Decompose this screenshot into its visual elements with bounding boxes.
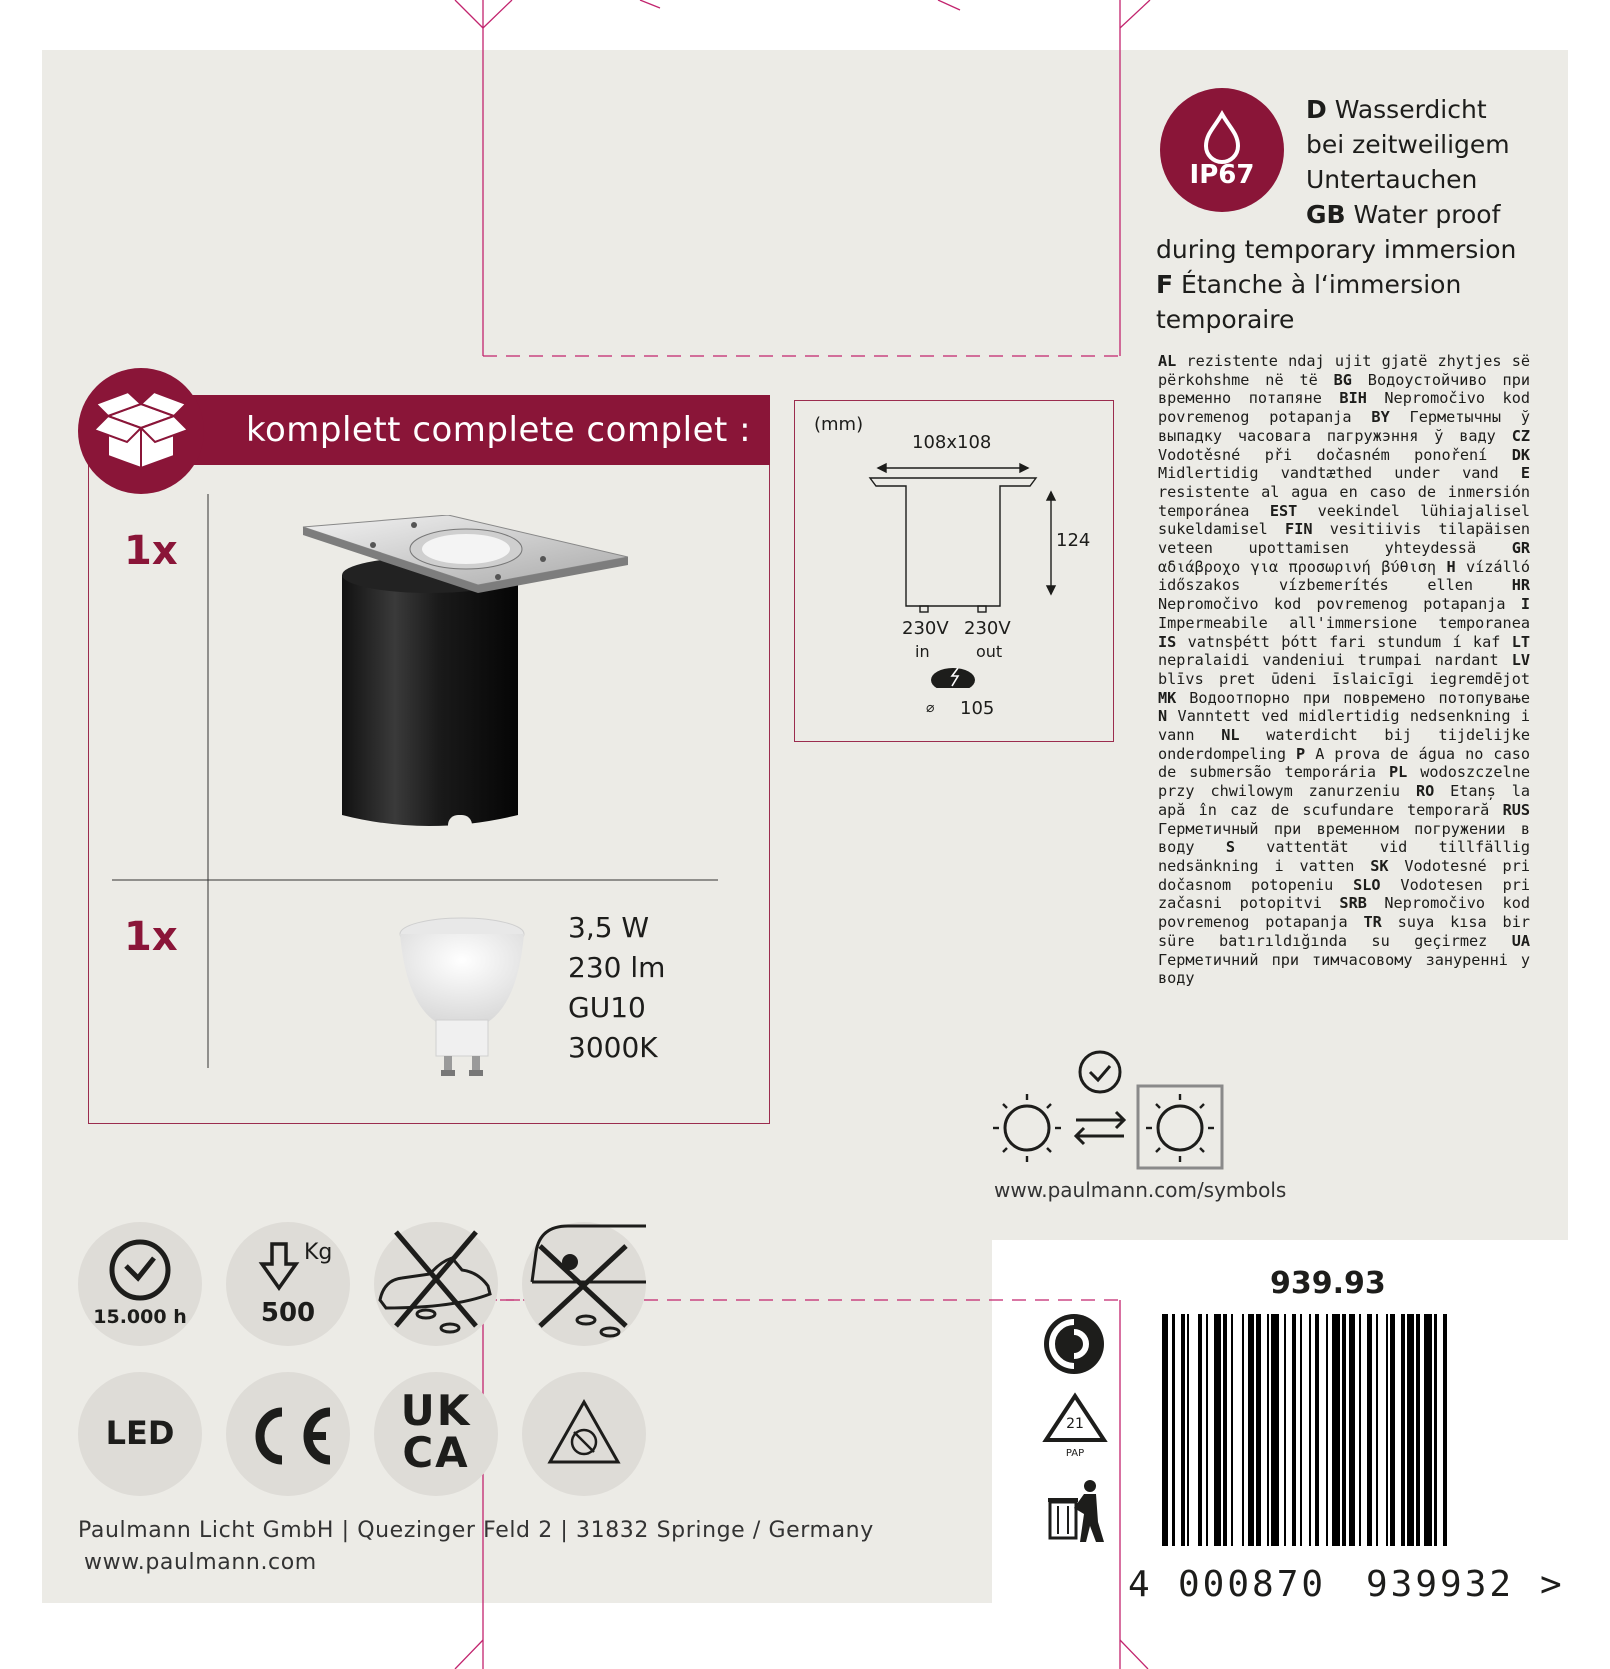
lang-code: CZ <box>1511 426 1530 445</box>
lang-text: rezistente ndaj ujit gjatë zhytjes së përkohshme në të <box>1158 352 1530 389</box>
lang-code: BIH <box>1339 389 1367 408</box>
drill-diameter: 105 <box>960 698 995 719</box>
lang-code: N <box>1158 707 1168 726</box>
barcode-space <box>1233 1314 1241 1546</box>
lang-text: suya kısa bir süre batırıldığında su geçirmez <box>1158 913 1530 950</box>
lang-text: Midlertidig vandtæthed under vand <box>1158 464 1521 483</box>
lang-code: SLO <box>1353 875 1381 894</box>
no-walk-badge <box>374 1222 498 1346</box>
barcode <box>1162 1314 1536 1546</box>
wp-line-2: bei zeitweiligem <box>1306 130 1510 159</box>
contents-heading: komplett complete complet : <box>190 395 770 465</box>
in-label: in <box>915 642 930 661</box>
lang-text: A prova de água no caso de submersão temporária <box>1158 744 1530 782</box>
lang-code: DK <box>1511 445 1530 464</box>
barcode-bar <box>1332 1314 1340 1546</box>
lang-text: Etanș la apă în caz de scufundare temporară <box>1158 782 1530 819</box>
lang-code: EST <box>1269 501 1298 520</box>
out-voltage: 230V <box>964 618 1011 639</box>
dimension-unit: (mm) <box>814 414 864 435</box>
lang-text: wodoszczelne przy chwilowym zanurzeniu <box>1158 763 1530 801</box>
lang-code: GR <box>1511 539 1530 558</box>
recycle-material: PAP <box>1065 1448 1085 1459</box>
bulb-lumen: 230 lm <box>568 951 666 984</box>
lang-code: HR <box>1511 576 1530 595</box>
lang-code: FIN <box>1285 520 1313 539</box>
lang-text: Vanntett ved midlertidig nedsenkning i vann <box>1158 707 1530 745</box>
recycle-code: 21 <box>1066 1416 1084 1432</box>
lang-text: Nepromočivo kod povremenog potapanja <box>1158 894 1530 932</box>
ip67-badge <box>1160 88 1284 212</box>
no-vehicle-icon <box>522 1222 646 1346</box>
lang-code: P <box>1296 744 1306 763</box>
ce-mark-icon <box>226 1372 350 1496</box>
wp-line-7: temporaire <box>1156 305 1295 334</box>
no-shoe-icon <box>374 1222 498 1346</box>
lifetime-label: 15.000 h <box>93 1306 187 1328</box>
lang-code: MK <box>1158 688 1177 707</box>
lang-text: blīvs pret ūdeni īslaicīgi iegremdējot <box>1158 669 1530 688</box>
lang-code: SRB <box>1339 894 1367 913</box>
barcode-bar <box>1424 1314 1432 1546</box>
no-drive-badge <box>522 1222 646 1346</box>
lang-text: Vodotesen pri začasni potopitvi <box>1158 875 1530 913</box>
lang-text: Nepromočivo kod povremenog potapanja <box>1158 389 1530 427</box>
drill-symbol: ⌀ <box>926 700 935 716</box>
lang-code: TR <box>1363 913 1382 932</box>
barcode-first-digit: 4 <box>1128 1564 1150 1605</box>
in-voltage: 230V <box>902 618 949 639</box>
lang-text: Vodotěsné při dočasném ponoření <box>1158 445 1512 464</box>
lang-code: LT <box>1511 632 1530 651</box>
lang-code: IS <box>1158 632 1177 651</box>
sun-exchange-symbol <box>990 1050 1226 1170</box>
led-label: LED <box>105 1414 175 1452</box>
article-number: 939.93 <box>1270 1266 1386 1301</box>
glow-wire-badge <box>522 1372 646 1496</box>
lang-text: nepralaidi vandeniui trumpai nardant <box>1158 651 1512 670</box>
glow-wire-triangle-icon <box>522 1372 646 1496</box>
dimension-drawing <box>860 458 1080 688</box>
ground-light-image <box>298 515 628 840</box>
barcode-space <box>1378 1314 1386 1546</box>
ukca-bottom: CA <box>402 1428 470 1477</box>
lang-text: vesitiivis tilapäisen veteen upottamisen yhteydessä <box>1158 520 1530 558</box>
ip-rating: IP67 <box>1189 160 1255 190</box>
quantity-fixture: 1x <box>124 528 178 574</box>
trash-bin-person-icon <box>1046 1478 1106 1544</box>
gu10-bulb-image <box>392 912 532 1080</box>
out-label: out <box>976 642 1003 661</box>
lang-text: vízálló időszakos vízbemerítés ellen <box>1158 557 1531 595</box>
wp-line-f: F Étanche à l‘immersion <box>1156 270 1462 299</box>
lang-text: Герметичный при временном погружении в воду <box>1158 819 1530 857</box>
barcode-space <box>1189 1314 1197 1546</box>
lang-code: SK <box>1370 856 1389 875</box>
lang-code: E <box>1520 464 1530 483</box>
barcode-arrow: > <box>1540 1564 1562 1605</box>
lang-code: S <box>1225 838 1236 857</box>
ce-badge <box>226 1372 350 1496</box>
lang-text: veekindel lühiajalisel sukeldamisel <box>1158 501 1530 539</box>
lang-text: Impermeabile all'immersione temporanea <box>1158 613 1530 632</box>
lang-text: Водоустойчиво при временно потапяне <box>1158 370 1530 408</box>
wp-line-gb: GB Water proof <box>1306 200 1501 229</box>
barcode-space <box>1447 1314 1451 1546</box>
lang-text: αδιάβροχο για προσωρινή βύθιση <box>1158 557 1447 576</box>
ukca-top: UK <box>400 1386 472 1435</box>
ukca-mark-icon <box>374 1386 498 1477</box>
load-value: 500 <box>260 1298 316 1328</box>
lang-code: UA <box>1511 931 1530 950</box>
wp-line-3: Untertauchen <box>1306 165 1478 194</box>
lang-code: I <box>1520 595 1530 614</box>
barcode-left-digits: 000870 <box>1178 1564 1327 1605</box>
barcode-right-digits: 939932 <box>1366 1564 1515 1605</box>
lang-text: resistente al agua en caso de inmersión temporánea <box>1158 482 1530 520</box>
lang-code: PL <box>1388 763 1408 782</box>
quantity-bulb: 1x <box>124 914 178 960</box>
wp-line-d: D Wasserdicht <box>1306 95 1487 124</box>
lang-code: BY <box>1371 408 1390 427</box>
lang-text: vatnsþétt þótt fari stundum í kaf <box>1176 632 1512 651</box>
lang-text: Nepromočivo kod povremenog potapanja <box>1158 595 1521 614</box>
lang-text: Герметычны ў выпадку часовага пагружэння ў ваду <box>1158 408 1530 445</box>
translations-block <box>1158 352 1530 988</box>
lang-code: H <box>1446 557 1456 576</box>
bulb-power: 3,5 W <box>568 911 650 944</box>
green-dot-icon <box>1040 1310 1110 1380</box>
barcode-bar <box>1271 1314 1279 1546</box>
lang-code: NL <box>1221 726 1240 745</box>
bulb-socket: GU10 <box>568 991 646 1024</box>
lang-code: LV <box>1511 651 1530 670</box>
water-drop-icon <box>1160 88 1284 212</box>
lang-code: AL <box>1158 352 1177 370</box>
lang-text: Герметичний при тимчасовому зануренні у воду <box>1158 950 1530 988</box>
bulb-color-temp: 3000K <box>568 1031 658 1064</box>
dimension-width: 108x108 <box>912 432 992 453</box>
lang-text: Водоотпорно при повремено потопување <box>1176 688 1530 707</box>
lang-code: RUS <box>1502 800 1530 819</box>
wp-line-5: during temporary immersion <box>1156 235 1517 264</box>
load-unit: Kg <box>304 1240 333 1265</box>
lang-code: RO <box>1415 782 1435 801</box>
lang-text: Vodotesné pri dočasnom potopeniu <box>1158 856 1530 894</box>
company-website: www.paulmann.com <box>84 1550 317 1575</box>
symbols-url: www.paulmann.com/symbols <box>994 1178 1287 1202</box>
company-address: Paulmann Licht GmbH | Quezinger Feld 2 | 31832 Springe / Germany <box>78 1518 874 1543</box>
lang-text: waterdicht bij tijdelijke onderdompeling <box>1158 726 1530 763</box>
lang-code: BG <box>1333 370 1352 389</box>
lang-text: vattentät vid tillfällig nedsänkning i vatten <box>1158 838 1531 875</box>
dimension-height: 124 <box>1056 530 1091 551</box>
